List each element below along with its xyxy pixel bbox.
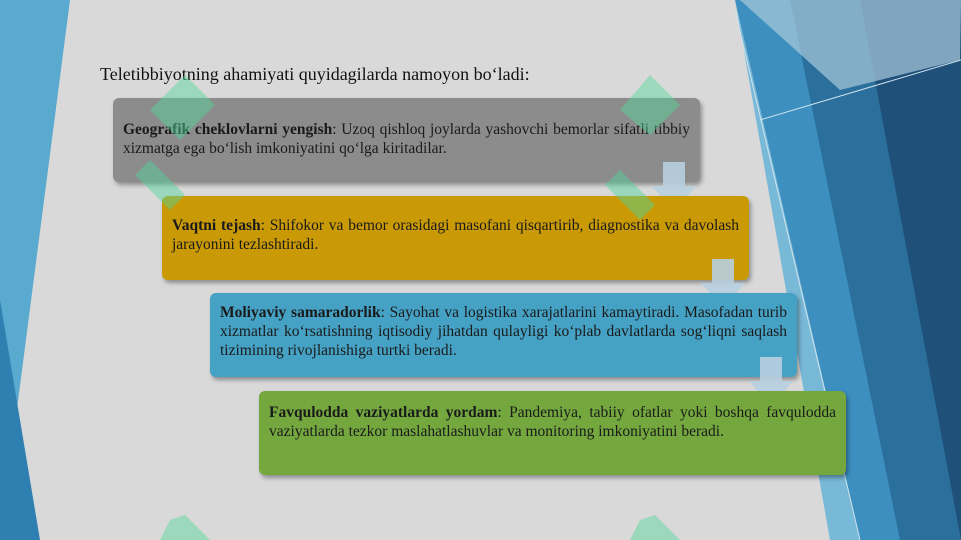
slide-intro-text: Teletibbiyotning ahamiyati quyidagilarda namoyon bo‘ladi: (100, 64, 530, 84)
step-description: : Sayohat va logistika xarajatlarini kamaytiradi. Masofadan turib xizmatlar ko‘rsatishning iqtisodiy jihatdan qulayligi ko‘plab davlatlarda sog‘liqni saqlash tizimining rivojlanishiga turtki beradi. (220, 304, 787, 359)
step-financial (210, 293, 797, 377)
step-time-saving (162, 196, 749, 280)
step-description: : Shifokor va bemor orasidagi masofani qisqartirib, diagnostika va davolash jarayonini tezlashtiradi. (172, 217, 739, 253)
step-emergency (259, 391, 846, 475)
step-term: Favqulodda vaziyatlarda yordam (269, 404, 498, 421)
step-geographic (113, 98, 700, 182)
step-term: Geografik cheklovlarni yengish (123, 121, 333, 138)
step-term: Moliyaviy samaradorlik (220, 304, 381, 321)
step-term: Vaqtni tejash (172, 217, 261, 234)
step-description: : Pandemiya, tabiiy ofatlar yoki boshqa favqulodda vaziyatlarda tezkor maslahatlashuvlar va monitoring imkoniyatini beradi. (269, 404, 836, 440)
step-description: : Uzoq qishloq joylarda yashovchi bemorlar sifatli tibbiy xizmatga ega bo‘lish imkoniyatini qo‘lga kiritadilar. (123, 121, 690, 157)
